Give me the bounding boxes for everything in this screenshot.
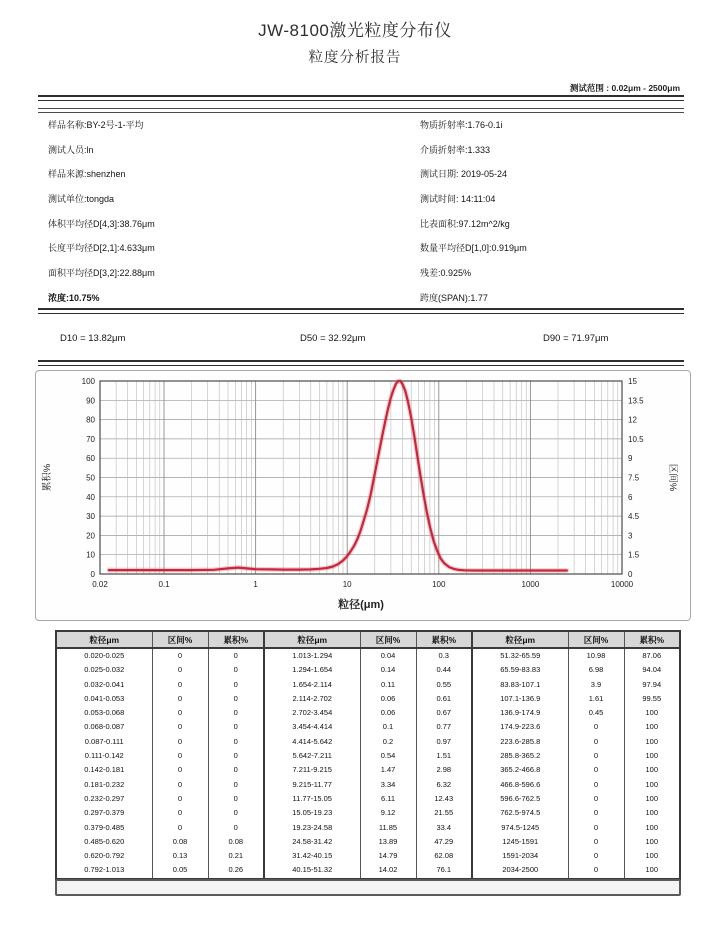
size-range-cell: 0.087-0.111 <box>84 736 124 746</box>
size-range-cell: 107.1-136.9 <box>472 692 568 706</box>
cumulative-cell: 100 <box>624 763 680 777</box>
interval-cell: 0.06 <box>360 692 416 706</box>
interval-cell: 0 <box>568 763 624 777</box>
interval-cell: 3.34 <box>360 778 416 792</box>
interval-cell: 0.11 <box>360 678 416 692</box>
size-range-cell: 0.032-0.041 <box>84 679 125 689</box>
size-range-cell: 1591-2034 <box>472 849 568 863</box>
info-left-column <box>48 118 155 316</box>
table-row <box>56 778 680 792</box>
interval-cell: 0 <box>152 749 208 763</box>
table-row <box>56 678 680 692</box>
svg-text:0: 0 <box>628 570 633 579</box>
cumulative-cell: 0 <box>208 735 264 749</box>
table-row <box>56 792 680 806</box>
info-right-column <box>420 118 527 316</box>
size-range-cell: 223.6-285.8 <box>472 735 568 749</box>
size-range-cell: 4.414-5.642 <box>264 735 360 749</box>
cumulative-cell: 100 <box>624 720 680 734</box>
svg-text:0: 0 <box>90 570 95 579</box>
cumulative-cell: 0.97 <box>416 735 472 749</box>
interval-cell: 0 <box>152 806 208 820</box>
info-item: 比表面积:97.12m^2/kg <box>420 218 510 229</box>
size-range-cell: 65.59-83.83 <box>472 663 568 677</box>
info-item: 长度平均径D[2,1]:4.633μm <box>48 243 155 254</box>
interval-cell: 0 <box>152 763 208 777</box>
size-range-cell: 0.181-0.232 <box>84 779 125 789</box>
cumulative-cell: 0 <box>208 749 264 763</box>
interval-cell: 14.79 <box>360 849 416 863</box>
table-row <box>56 821 680 835</box>
interval-cell: 0.45 <box>568 706 624 720</box>
cumulative-cell: 47.29 <box>416 835 472 849</box>
svg-text:6: 6 <box>628 492 633 502</box>
svg-text:10.5: 10.5 <box>628 434 644 444</box>
size-range-cell: 0.111-0.142 <box>84 751 124 761</box>
size-range-cell: 1.294-1.654 <box>264 663 360 677</box>
interval-cell: 1.47 <box>360 763 416 777</box>
cumulative-cell: 100 <box>624 849 680 863</box>
interval-cell: 0 <box>568 849 624 863</box>
svg-text:10000: 10000 <box>610 580 634 589</box>
cumulative-cell: 0 <box>208 792 264 806</box>
cumulative-cell: 100 <box>624 792 680 806</box>
table-row <box>56 835 680 849</box>
interval-cell: 0 <box>568 735 624 749</box>
cumulative-cell: 0.3 <box>416 648 472 663</box>
svg-text:3: 3 <box>628 531 633 541</box>
cumulative-cell: 87.06 <box>624 648 680 663</box>
info-item: 测试日期: 2019-05-24 <box>420 169 508 180</box>
size-header: 粒径μm <box>56 631 152 648</box>
interval-cell: 0 <box>568 792 624 806</box>
cumulative-header: 累积% <box>624 631 680 648</box>
interval-cell: 6.98 <box>568 663 624 677</box>
cumulative-cell: 100 <box>624 749 680 763</box>
interval-cell: 13.89 <box>360 835 416 849</box>
interval-cell: 0 <box>152 821 208 835</box>
size-range-cell: 0.379-0.485 <box>84 822 125 832</box>
interval-cell: 0.06 <box>360 706 416 720</box>
interval-cell: 1.61 <box>568 692 624 706</box>
table-row <box>56 735 680 749</box>
interval-cell: 6.11 <box>360 792 416 806</box>
size-range-cell: 1.654-2.114 <box>264 678 360 692</box>
d50-value: D50 = 32.92μm <box>300 333 366 344</box>
size-range-cell: 0.041-0.053 <box>84 693 125 703</box>
d90-value: D90 = 71.97μm <box>543 333 609 344</box>
cumulative-cell: 0.44 <box>416 663 472 677</box>
cumulative-cell: 0 <box>208 663 264 677</box>
size-range-cell: 365.2-466.8 <box>472 763 568 777</box>
size-range-cell: 1245-1591 <box>472 835 568 849</box>
size-range-cell: 0.025-0.032 <box>84 665 125 675</box>
cumulative-cell: 6.32 <box>416 778 472 792</box>
interval-cell: 0.05 <box>152 863 208 878</box>
cumulative-cell: 0.26 <box>208 863 264 878</box>
cumulative-cell: 0.67 <box>416 706 472 720</box>
svg-text:60: 60 <box>86 454 95 464</box>
cumulative-cell: 100 <box>624 735 680 749</box>
info-item: 介质折射率:1.333 <box>420 144 491 155</box>
divider <box>38 95 684 101</box>
svg-text:累积%: 累积% <box>42 463 53 492</box>
distribution-table <box>55 630 681 880</box>
interval-cell: 0 <box>568 749 624 763</box>
d10-value: D10 = 13.82μm <box>60 333 126 344</box>
cumulative-cell: 0.21 <box>208 849 264 863</box>
size-range-cell: 2.702-3.454 <box>264 706 360 720</box>
size-range-cell: 5.642-7.211 <box>264 749 360 763</box>
interval-cell: 0 <box>152 678 208 692</box>
svg-text:20: 20 <box>86 531 95 541</box>
interval-cell: 0 <box>568 863 624 878</box>
cumulative-cell: 0 <box>208 692 264 706</box>
size-range-cell: 974.5-1245 <box>472 821 568 835</box>
info-item: 面积平均径D[3,2]:22.88μm <box>48 268 155 279</box>
interval-cell: 0.08 <box>152 835 208 849</box>
interval-cell: 0 <box>152 706 208 720</box>
interval-cell: 9.12 <box>360 806 416 820</box>
svg-text:70: 70 <box>86 434 95 444</box>
cumulative-cell: 0 <box>208 821 264 835</box>
table-row <box>56 863 680 878</box>
interval-cell: 0 <box>568 806 624 820</box>
interval-cell: 10.98 <box>568 648 624 663</box>
svg-text:40: 40 <box>86 492 95 502</box>
info-item: 体积平均径D[4,3]:38.76μm <box>48 218 155 229</box>
cumulative-cell: 0 <box>208 706 264 720</box>
size-range-cell: 15.05-19.23 <box>264 806 360 820</box>
interval-cell: 0 <box>152 792 208 806</box>
interval-cell: 0 <box>152 663 208 677</box>
cumulative-cell: 0.61 <box>416 692 472 706</box>
size-range-cell: 2.114-2.702 <box>264 692 360 706</box>
cumulative-cell: 0 <box>208 806 264 820</box>
cumulative-cell: 97.94 <box>624 678 680 692</box>
cumulative-cell: 0 <box>208 720 264 734</box>
table-row <box>56 749 680 763</box>
info-item: 浓度:10.75% <box>48 292 100 303</box>
table-header-row <box>56 631 680 648</box>
svg-text:9: 9 <box>628 454 633 464</box>
size-range-cell: 51.32-65.59 <box>472 648 568 663</box>
svg-text:80: 80 <box>86 415 95 425</box>
svg-text:1.5: 1.5 <box>628 550 640 560</box>
table-row <box>56 648 680 663</box>
chart-panel <box>35 370 691 621</box>
svg-text:13.5: 13.5 <box>628 396 644 406</box>
interval-cell: 14.02 <box>360 863 416 878</box>
interval-cell: 0 <box>568 821 624 835</box>
cumulative-cell: 0 <box>208 648 264 663</box>
test-range-label: 测试范围 : 0.02μm - 2500μm <box>569 83 680 93</box>
size-range-cell: 0.053-0.068 <box>84 708 125 718</box>
interval-cell: 0 <box>152 648 208 663</box>
size-range-cell: 596.6-762.5 <box>472 792 568 806</box>
size-range-cell: 7.211-9.215 <box>264 763 360 777</box>
divider <box>38 108 684 113</box>
info-item: 样品来源:shenzhen <box>48 169 126 180</box>
cumulative-cell: 100 <box>624 706 680 720</box>
table-row <box>56 663 680 677</box>
info-item: 测试单位:tongda <box>48 194 115 205</box>
size-range-cell: 0.068-0.087 <box>84 722 125 732</box>
table-row <box>56 763 680 777</box>
size-range-cell: 31.42-40.15 <box>264 849 360 863</box>
cumulative-cell: 100 <box>624 806 680 820</box>
svg-text:15: 15 <box>628 377 637 386</box>
svg-text:50: 50 <box>86 473 95 483</box>
svg-text:1: 1 <box>253 580 258 589</box>
info-item: 测试人员:ln <box>48 144 94 155</box>
report-subtitle: 粒度分析报告 <box>308 50 402 66</box>
svg-text:10: 10 <box>342 580 352 589</box>
divider <box>38 360 684 366</box>
svg-text:30: 30 <box>86 512 95 522</box>
size-range-cell: 0.485-0.620 <box>84 836 125 846</box>
cumulative-cell: 0.55 <box>416 678 472 692</box>
cumulative-cell: 21.55 <box>416 806 472 820</box>
distribution-table-wrap <box>55 630 681 880</box>
interval-cell: 0 <box>568 720 624 734</box>
interval-cell: 3.9 <box>568 678 624 692</box>
size-range-cell: 11.77-15.05 <box>264 792 360 806</box>
size-range-cell: 1.013-1.294 <box>264 648 360 663</box>
interval-cell: 11.85 <box>360 821 416 835</box>
cumulative-cell: 12.43 <box>416 792 472 806</box>
table-row <box>56 692 680 706</box>
cumulative-cell: 0.77 <box>416 720 472 734</box>
info-item: 跨度(SPAN):1.77 <box>420 292 488 303</box>
size-range-cell: 3.454-4.414 <box>264 720 360 734</box>
size-range-cell: 285.8-365.2 <box>472 749 568 763</box>
svg-text:0.02: 0.02 <box>92 580 108 589</box>
interval-cell: 0 <box>152 778 208 792</box>
divider <box>38 308 684 314</box>
interval-cell: 0 <box>152 735 208 749</box>
cumulative-cell: 94.04 <box>624 663 680 677</box>
interval-cell: 0 <box>152 720 208 734</box>
cumulative-header: 累积% <box>416 631 472 648</box>
table-row <box>56 720 680 734</box>
size-range-cell: 0.620-0.792 <box>84 851 125 861</box>
svg-text:区间%: 区间% <box>667 463 678 492</box>
cumulative-cell: 33.4 <box>416 821 472 835</box>
cumulative-cell: 100 <box>624 778 680 792</box>
size-range-cell: 0.232-0.297 <box>84 793 125 803</box>
interval-cell: 0 <box>568 835 624 849</box>
cumulative-cell: 2.98 <box>416 763 472 777</box>
svg-text:90: 90 <box>86 396 95 406</box>
cumulative-cell: 99.55 <box>624 692 680 706</box>
footer-bar <box>55 879 681 896</box>
interval-cell: 0 <box>152 692 208 706</box>
svg-text:粒径(μm): 粒径(μm) <box>338 599 384 611</box>
info-item: 残差:0.925% <box>420 268 472 279</box>
cumulative-cell: 62.08 <box>416 849 472 863</box>
svg-text:12: 12 <box>628 415 637 425</box>
size-range-cell: 0.297-0.379 <box>84 808 125 818</box>
size-range-cell: 24.58-31.42 <box>264 835 360 849</box>
size-range-cell: 9.215-11.77 <box>264 778 360 792</box>
cumulative-cell: 100 <box>624 835 680 849</box>
interval-cell: 0.14 <box>360 663 416 677</box>
size-range-cell: 0.142-0.181 <box>84 765 125 775</box>
interval-cell: 0.13 <box>152 849 208 863</box>
particle-size-distribution-chart <box>36 371 688 617</box>
cumulative-cell: 0 <box>208 678 264 692</box>
interval-cell: 0.54 <box>360 749 416 763</box>
svg-text:4.5: 4.5 <box>628 512 640 522</box>
size-range-cell: 174.9-223.6 <box>472 720 568 734</box>
cumulative-cell: 100 <box>624 821 680 835</box>
table-row <box>56 706 680 720</box>
info-item: 物质折射率:1.76-0.1i <box>420 120 503 130</box>
size-range-cell: 19.23-24.58 <box>264 821 360 835</box>
cumulative-cell: 76.1 <box>416 863 472 878</box>
table-row <box>56 806 680 820</box>
cumulative-cell: 100 <box>624 863 680 878</box>
size-range-cell: 466.8-596.6 <box>472 778 568 792</box>
size-range-cell: 83.83-107.1 <box>472 678 568 692</box>
cumulative-cell: 0 <box>208 763 264 777</box>
cumulative-cell: 0.08 <box>208 835 264 849</box>
svg-text:100: 100 <box>81 377 95 386</box>
interval-cell: 0.1 <box>360 720 416 734</box>
size-range-cell: 0.792-1.013 <box>84 865 125 875</box>
svg-text:100: 100 <box>432 580 446 589</box>
svg-text:1000: 1000 <box>521 580 540 589</box>
size-range-cell: 136.9-174.9 <box>472 706 568 720</box>
interval-cell: 0 <box>568 778 624 792</box>
info-item: 数量平均径D[1,0]:0.919μm <box>420 243 527 254</box>
size-range-cell: 0.020-0.025 <box>84 651 125 660</box>
size-range-cell: 2034-2500 <box>472 863 568 878</box>
svg-text:0.1: 0.1 <box>158 580 170 589</box>
size-range-cell: 762.5-974.5 <box>472 806 568 820</box>
cumulative-header: 累积% <box>208 631 264 648</box>
interval-cell: 0.04 <box>360 648 416 663</box>
interval-cell: 0.2 <box>360 735 416 749</box>
report-title: JW-8100激光粒度分布仪 <box>258 21 452 40</box>
cumulative-cell: 1.51 <box>416 749 472 763</box>
size-header: 粒径μm <box>472 631 568 648</box>
interval-header: 区间% <box>360 631 416 648</box>
interval-header: 区间% <box>152 631 208 648</box>
table-row <box>56 849 680 863</box>
size-header: 粒径μm <box>264 631 360 648</box>
cumulative-cell: 0 <box>208 778 264 792</box>
interval-header: 区间% <box>568 631 624 648</box>
svg-text:7.5: 7.5 <box>628 473 640 483</box>
info-item: 样品名称:BY-2号-1-平均 <box>48 120 144 130</box>
size-range-cell: 40.15-51.32 <box>264 863 360 878</box>
svg-text:10: 10 <box>86 550 95 560</box>
info-item: 测试时间: 14:11:04 <box>420 194 496 205</box>
